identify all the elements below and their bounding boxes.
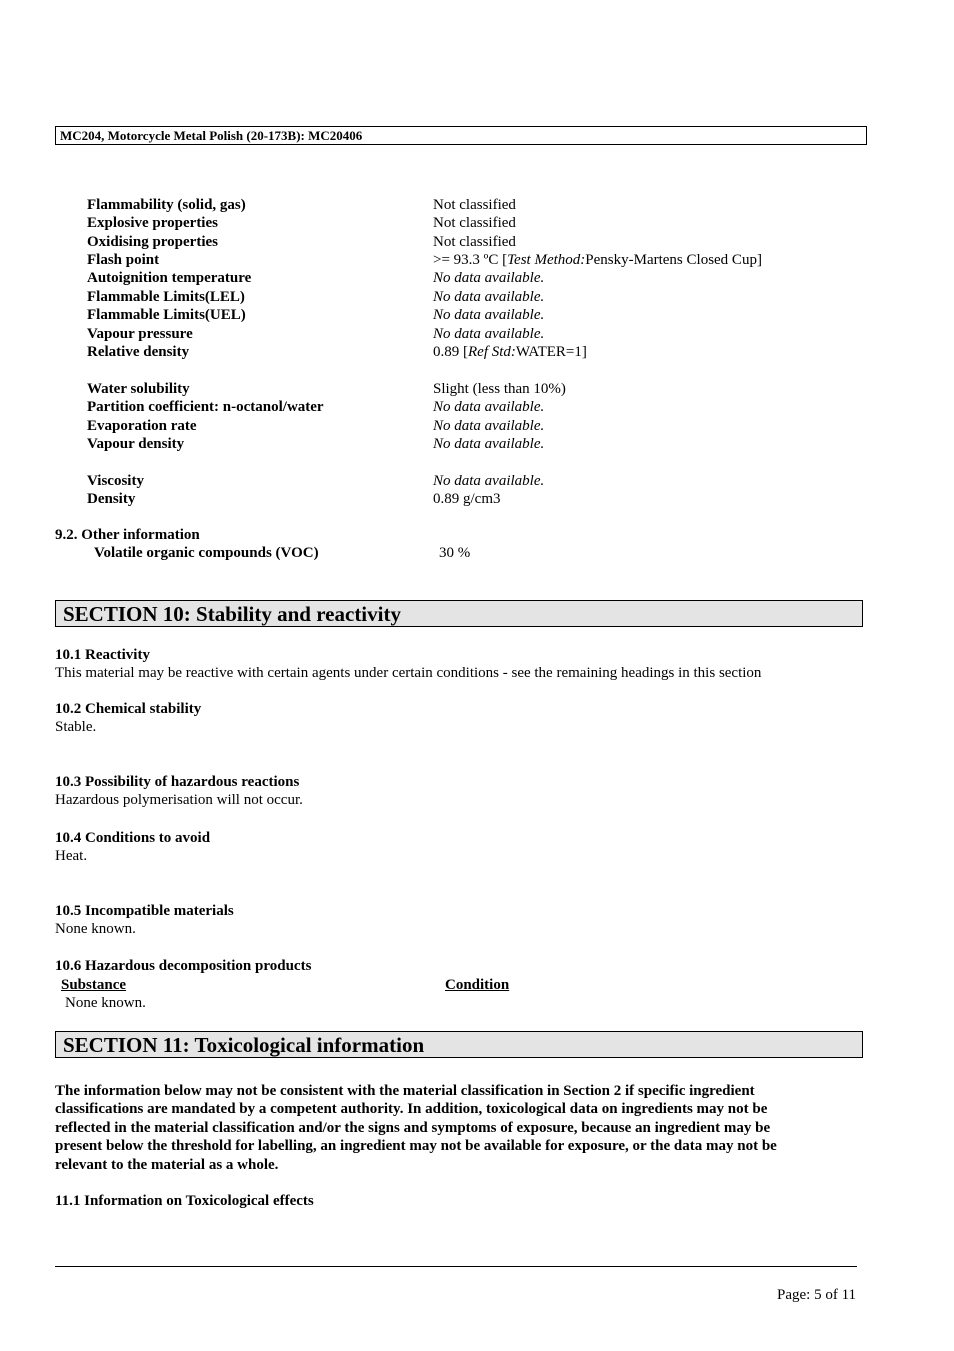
decomposition-text: None known.	[65, 995, 146, 1011]
property-value: No data available.	[433, 418, 545, 434]
hazardous-reactions-heading: 10.3 Possibility of hazardous reactions	[55, 774, 300, 790]
toxicology-intro	[55, 1082, 855, 1174]
condition-column-header: Condition	[445, 977, 510, 993]
conditions-text: Heat.	[55, 848, 88, 864]
property-label: Flammable Limits(UEL)	[87, 307, 246, 323]
property-value: No data available.	[433, 326, 545, 342]
property-value: No data available.	[433, 307, 545, 323]
property-label: Partition coefficient: n-octanol/water	[87, 399, 324, 415]
property-label: Flammability (solid, gas)	[87, 197, 246, 213]
other-info-heading: 9.2. Other information	[55, 527, 200, 543]
section-11-title: SECTION 11: Toxicological information	[55, 1031, 863, 1058]
property-label: Viscosity	[87, 473, 144, 489]
hazardous-reactions-text: Hazardous polymerisation will not occur.	[55, 792, 303, 808]
section-10-title: SECTION 10: Stability and reactivity	[55, 600, 863, 627]
property-value: No data available.	[433, 289, 545, 305]
intro-line: relevant to the material as a whole.	[55, 1156, 279, 1173]
decomposition-heading: 10.6 Hazardous decomposition products	[55, 958, 312, 974]
voc-label: Volatile organic compounds (VOC)	[94, 545, 319, 561]
relative-density-value: 0.89 [	[433, 344, 468, 360]
test-method-value: Pensky-Martens Closed Cup]	[585, 252, 762, 268]
intro-line: The information below may not be consistent with the material classification in Section 2 if specific ingredient	[55, 1083, 755, 1099]
toxicological-effects-heading: 11.1 Information on Toxicological effects	[55, 1193, 314, 1209]
incompatible-heading: 10.5 Incompatible materials	[55, 903, 234, 919]
page-number: Page: 5 of 11	[777, 1287, 857, 1303]
substance-column-header: Substance	[61, 977, 127, 993]
property-label: Vapour density	[87, 436, 185, 452]
property-label: Autoignition temperature	[87, 270, 252, 286]
voc-value: 30 %	[439, 545, 471, 561]
flash-point-value: >= 93.3 ºC [	[433, 252, 508, 268]
document-header: MC204, Motorcycle Metal Polish (20-173B): MC20406	[55, 126, 867, 145]
property-value	[433, 251, 762, 269]
property-value: No data available.	[433, 473, 545, 489]
test-method-label: Test Method:	[507, 252, 586, 268]
intro-line: reflected in the material classification and/or the signs and symptoms of exposure, because an ingredient may be	[55, 1119, 771, 1136]
property-label: Relative density	[87, 344, 190, 360]
property-label: Vapour pressure	[87, 326, 193, 342]
property-label: Water solubility	[87, 381, 190, 397]
property-label: Oxidising properties	[87, 234, 218, 250]
property-value: 0.89 g/cm3	[433, 491, 501, 507]
property-value: Not classified	[433, 215, 516, 231]
property-value: Not classified	[433, 197, 516, 213]
stability-heading: 10.2 Chemical stability	[55, 701, 202, 717]
property-label: Explosive properties	[87, 215, 218, 231]
property-value: No data available.	[433, 270, 545, 286]
intro-line: classifications are mandated by a competent authority. In addition, toxicological data on ingredients may not be	[55, 1101, 768, 1118]
property-label: Density	[87, 491, 136, 507]
property-label: Evaporation rate	[87, 418, 197, 434]
incompatible-text: None known.	[55, 921, 136, 937]
property-label: Flammable Limits(LEL)	[87, 289, 245, 305]
footer-divider	[55, 1266, 857, 1267]
property-value: No data available.	[433, 436, 545, 452]
property-value	[433, 343, 587, 361]
property-value: Slight (less than 10%)	[433, 381, 566, 397]
ref-std-label: Ref Std:	[468, 344, 516, 360]
property-label: Flash point	[87, 252, 160, 268]
property-value: No data available.	[433, 399, 545, 415]
conditions-heading: 10.4 Conditions to avoid	[55, 830, 211, 846]
reactivity-heading: 10.1 Reactivity	[55, 647, 150, 663]
property-value: Not classified	[433, 234, 516, 250]
stability-text: Stable.	[55, 719, 97, 735]
ref-std-value: WATER=1]	[515, 344, 587, 360]
reactivity-text: This material may be reactive with certain agents under certain conditions - see the remaining headings in this section	[55, 665, 762, 681]
intro-line: present below the threshold for labelling, an ingredient may not be available for exposure, or the data may not be	[55, 1138, 777, 1155]
